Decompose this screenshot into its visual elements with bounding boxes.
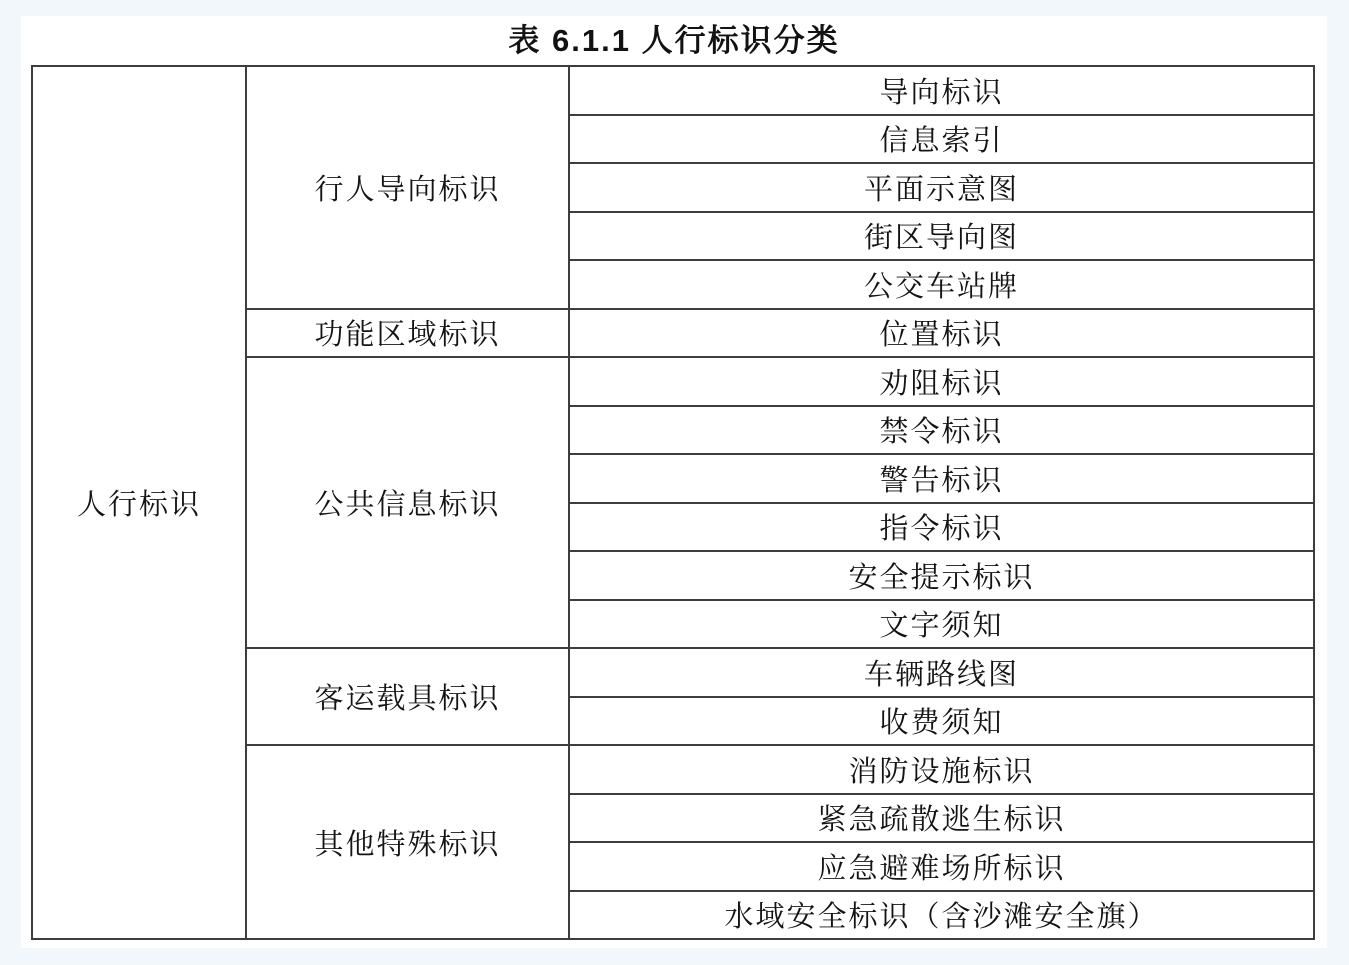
item-cell: 禁令标识 bbox=[569, 406, 1314, 455]
item-cell: 指令标识 bbox=[569, 503, 1314, 552]
table-caption: 表 6.1.1 人行标识分类 bbox=[508, 23, 840, 58]
item-cell: 公交车站牌 bbox=[569, 260, 1314, 309]
item-cell: 导向标识 bbox=[569, 66, 1314, 115]
document-panel bbox=[21, 16, 1327, 948]
item-cell: 车辆路线图 bbox=[569, 648, 1314, 697]
item-cell: 警告标识 bbox=[569, 454, 1314, 503]
group-category-cell: 行人导向标识 bbox=[246, 66, 569, 309]
item-cell: 文字须知 bbox=[569, 600, 1314, 649]
group-category-cell: 公共信息标识 bbox=[246, 357, 569, 648]
item-cell: 位置标识 bbox=[569, 309, 1314, 358]
group-category-cell: 其他特殊标识 bbox=[246, 745, 569, 939]
item-cell: 收费须知 bbox=[569, 697, 1314, 746]
item-cell: 消防设施标识 bbox=[569, 745, 1314, 794]
group-category-cell: 客运载具标识 bbox=[246, 648, 569, 745]
item-cell: 街区导向图 bbox=[569, 212, 1314, 261]
item-cell: 平面示意图 bbox=[569, 163, 1314, 212]
item-cell: 劝阻标识 bbox=[569, 357, 1314, 406]
item-cell: 应急避难场所标识 bbox=[569, 842, 1314, 891]
root-category-cell: 人行标识 bbox=[32, 66, 246, 939]
item-cell: 紧急疏散逃生标识 bbox=[569, 794, 1314, 843]
classification-table bbox=[31, 65, 1315, 940]
group-category-cell: 功能区域标识 bbox=[246, 309, 569, 358]
table-row bbox=[32, 66, 1314, 115]
item-cell: 水域安全标识（含沙滩安全旗） bbox=[569, 891, 1314, 940]
item-cell: 安全提示标识 bbox=[569, 551, 1314, 600]
item-cell: 信息索引 bbox=[569, 115, 1314, 164]
